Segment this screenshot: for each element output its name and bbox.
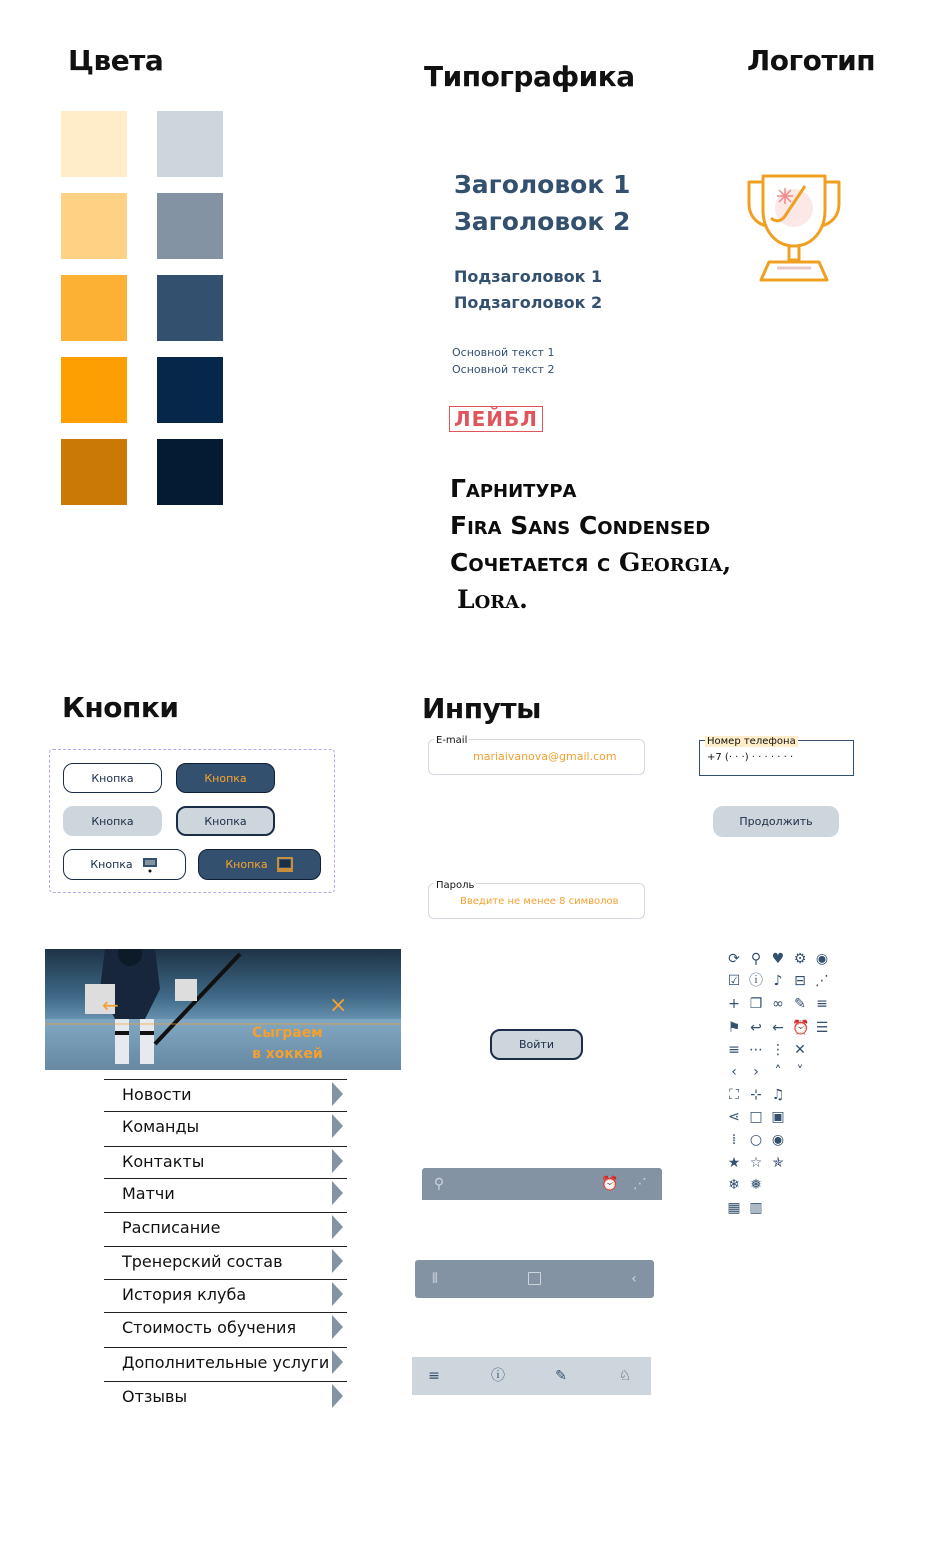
recent-apps-icon[interactable]: ⦀ xyxy=(431,1271,439,1287)
copy-icon: ❐ xyxy=(749,996,763,1012)
body-text-2-sample: Основной текст 2 xyxy=(452,363,555,376)
fullscreen-icon: ⛶ xyxy=(729,1087,739,1103)
chevron-right-icon xyxy=(332,1215,343,1239)
color-swatch-navy-4 xyxy=(157,357,223,423)
menu-item-label: Отзывы xyxy=(122,1387,188,1406)
location-pin-icon: ⚑ xyxy=(727,1020,741,1036)
chevron-right-icon xyxy=(332,1149,343,1173)
checkbox-checked-icon: ☑ xyxy=(727,973,741,989)
snowflake-icon: ❄ xyxy=(728,1177,740,1193)
chevron-right-icon xyxy=(332,1114,343,1138)
color-swatch-navy-5 xyxy=(157,439,223,505)
gear-icon: ⚙ xyxy=(793,951,807,967)
color-swatch-orange-1 xyxy=(61,111,127,177)
hockey-goal-icon: ▥ xyxy=(749,1200,763,1216)
menu-item-label: Контакты xyxy=(122,1152,205,1171)
apps-icon: ⁞ xyxy=(731,1132,737,1148)
heading-2-sample: Заголовок 2 xyxy=(454,207,631,236)
menu-item-label: Команды xyxy=(122,1117,200,1136)
eye-icon: ◉ xyxy=(815,951,829,967)
typeface-line-2: Fira Sans Condensed xyxy=(450,511,711,540)
button-secondary[interactable] xyxy=(176,806,275,836)
menu-item[interactable] xyxy=(104,1146,347,1177)
chevron-left-icon: ‹ xyxy=(731,1064,737,1080)
login-button[interactable] xyxy=(490,1029,583,1060)
subheading-2-sample: Подзаголовок 2 xyxy=(454,293,603,312)
rss-icon[interactable]: ⋰ xyxy=(633,1176,647,1192)
search-icon[interactable]: ⚲ xyxy=(433,1176,445,1192)
star-half-icon: ✯ xyxy=(772,1155,784,1171)
button-primary-with-icon[interactable] xyxy=(198,849,321,880)
link-icon: ∞ xyxy=(772,996,784,1012)
arrow-left-icon: ← xyxy=(772,1020,784,1036)
chevron-right-icon xyxy=(332,1249,343,1273)
typeface-line-3-text: Сочетается с xyxy=(450,548,611,577)
system-navigation-bar xyxy=(415,1260,654,1298)
fullscreen-exit-icon: ⊹ xyxy=(750,1087,762,1103)
menu-item[interactable] xyxy=(104,1347,347,1378)
buttons-section-title: Кнопки xyxy=(62,691,179,724)
inputs-section-title: Инпуты xyxy=(422,692,541,725)
reply-icon: ↩ xyxy=(750,1020,762,1036)
heart-icon: ♥ xyxy=(771,951,785,967)
continue-button-label: Продолжить xyxy=(739,815,813,828)
filter-icon: ≡ xyxy=(816,996,828,1012)
color-swatch-orange-4 xyxy=(61,357,127,423)
password-field-placeholder: Введите не менее 8 символов xyxy=(460,896,619,907)
button-label: Кнопка xyxy=(91,771,134,785)
minus-box-icon: ⊟ xyxy=(794,973,806,989)
menu-icon: ≡ xyxy=(728,1042,740,1058)
search-bar[interactable] xyxy=(422,1168,662,1200)
chevron-right-icon xyxy=(332,1384,343,1408)
banner-caption-line-1: Сыграем xyxy=(252,1025,323,1041)
banner-caption xyxy=(252,1023,323,1065)
phone-field-value: +7 (· · ·) · · · · · · · xyxy=(707,752,794,763)
bottom-tab-bar xyxy=(412,1357,651,1395)
menu-item[interactable] xyxy=(104,1178,347,1209)
radio-off-icon: ○ xyxy=(749,1132,763,1148)
snowflake-bold-icon: ❅ xyxy=(750,1177,762,1193)
logo-section-title: Логотип xyxy=(747,44,876,77)
label-sample: ЛЕЙБЛ xyxy=(449,406,543,432)
home-icon[interactable] xyxy=(528,1272,541,1285)
button-label: Кнопка xyxy=(225,858,268,871)
button-label: Кнопка xyxy=(91,814,134,828)
bell-filled-icon: ♪ xyxy=(773,973,783,989)
menu-item-label: Тренерский состав xyxy=(122,1252,283,1271)
button-outline-with-icon[interactable] xyxy=(63,849,186,880)
menu-item[interactable] xyxy=(104,1246,347,1277)
chevron-right-icon xyxy=(332,1181,343,1205)
banner-caption-line-2: в хоккей xyxy=(252,1046,323,1062)
email-field-label: E-mail xyxy=(436,735,468,746)
rss-icon: ⋰ xyxy=(815,973,829,989)
button-label: Кнопка xyxy=(204,814,247,828)
chevron-right-icon xyxy=(332,1350,343,1374)
typeface-georgia: Georgia, xyxy=(618,548,732,577)
arrow-left-icon[interactable]: ← xyxy=(102,993,119,1017)
continue-button[interactable] xyxy=(713,806,839,837)
menu-item-label: Стоимость обучения xyxy=(122,1318,297,1337)
close-icon: ✕ xyxy=(794,1042,806,1058)
clipboard-icon: ▣ xyxy=(771,1109,785,1125)
alarm-icon: ⏰ xyxy=(792,1020,810,1036)
button-outline[interactable] xyxy=(63,763,162,793)
list-icon: ☰ xyxy=(815,1020,829,1036)
menu-item[interactable] xyxy=(104,1312,347,1343)
typeface-description xyxy=(450,470,731,618)
search-icon: ⚲ xyxy=(750,951,762,967)
subheading-1-sample: Подзаголовок 1 xyxy=(454,267,603,286)
radio-on-icon: ◉ xyxy=(771,1132,785,1148)
typeface-lora: Lora. xyxy=(457,585,528,614)
button-label: Кнопка xyxy=(90,858,133,871)
color-swatch-orange-3 xyxy=(61,275,127,341)
color-swatch-navy-2 xyxy=(157,193,223,259)
chevron-right-icon xyxy=(332,1282,343,1306)
square-icon: □ xyxy=(749,1109,763,1125)
pencil-icon[interactable]: ✎ xyxy=(555,1368,567,1384)
chevron-right-icon: › xyxy=(753,1064,759,1080)
menu-icon[interactable]: ≡ xyxy=(428,1368,440,1384)
menu-item[interactable] xyxy=(104,1212,347,1243)
more-horizontal-icon: ⋯ xyxy=(749,1042,763,1058)
password-field-label: Пароль xyxy=(436,880,475,891)
color-swatch-navy-1 xyxy=(157,111,223,177)
star-outline-icon: ☆ xyxy=(749,1155,763,1171)
pencil-icon: ✎ xyxy=(794,996,806,1012)
more-vertical-icon: ⋮ xyxy=(771,1042,785,1058)
menu-item-label: Расписание xyxy=(122,1218,221,1237)
colors-section-title: Цвета xyxy=(68,44,164,77)
alert-circle-icon: ⓘ xyxy=(749,973,763,989)
menu-item-label: Матчи xyxy=(122,1184,175,1203)
body-text-1-sample: Основной текст 1 xyxy=(452,346,555,359)
login-button-label: Войти xyxy=(519,1038,554,1051)
typography-section-title: Типографика xyxy=(424,60,635,93)
star-filled-icon: ★ xyxy=(727,1155,741,1171)
menu-item[interactable] xyxy=(104,1111,347,1142)
phone-field-label: Номер телефона xyxy=(707,736,796,747)
button-label: Кнопка xyxy=(204,771,247,785)
refresh-icon: ⟳ xyxy=(728,951,740,967)
plus-icon: + xyxy=(728,996,740,1012)
email-field-value: mariaivanova@gmail.com xyxy=(473,750,617,763)
chevron-down-icon: ˅ xyxy=(796,1064,804,1080)
color-swatch-orange-5 xyxy=(61,439,127,505)
piggy-bank-icon[interactable]: ♘ xyxy=(618,1368,632,1384)
alert-circle-icon[interactable]: ⓘ xyxy=(491,1368,505,1384)
close-icon[interactable]: × xyxy=(329,993,348,1018)
chevron-right-icon xyxy=(332,1082,343,1106)
menu-item-label: Новости xyxy=(122,1085,192,1104)
scoreboard-icon: ▦ xyxy=(727,1200,741,1216)
button-disabled[interactable] xyxy=(63,806,162,836)
hero-banner xyxy=(45,949,401,1070)
share-icon: ⋖ xyxy=(728,1109,740,1125)
button-primary[interactable] xyxy=(176,763,275,793)
menu-item-label: История клуба xyxy=(122,1285,247,1304)
typeface-line-1: Гарнитура xyxy=(450,474,577,503)
back-icon[interactable]: ‹ xyxy=(631,1271,637,1287)
chevron-right-icon xyxy=(332,1315,343,1339)
menu-item[interactable] xyxy=(104,1279,347,1310)
heading-1-sample: Заголовок 1 xyxy=(454,170,631,199)
typeface-line-3 xyxy=(450,544,731,581)
menu-item[interactable] xyxy=(104,1381,347,1412)
color-swatch-navy-3 xyxy=(157,275,223,341)
hockey-player-image xyxy=(45,949,401,1070)
hockey-goal-icon xyxy=(141,857,159,873)
color-swatch-orange-2 xyxy=(61,193,127,259)
hockey-goal-icon xyxy=(276,857,294,873)
trophy-logo-icon xyxy=(745,170,843,286)
menu-item[interactable] xyxy=(104,1079,347,1110)
menu-item-label: Дополнительные услуги xyxy=(122,1353,330,1372)
alarm-icon[interactable]: ⏰ xyxy=(601,1176,619,1192)
bell-outline-icon: ♫ xyxy=(771,1087,785,1103)
chevron-up-icon: ˄ xyxy=(774,1064,782,1080)
